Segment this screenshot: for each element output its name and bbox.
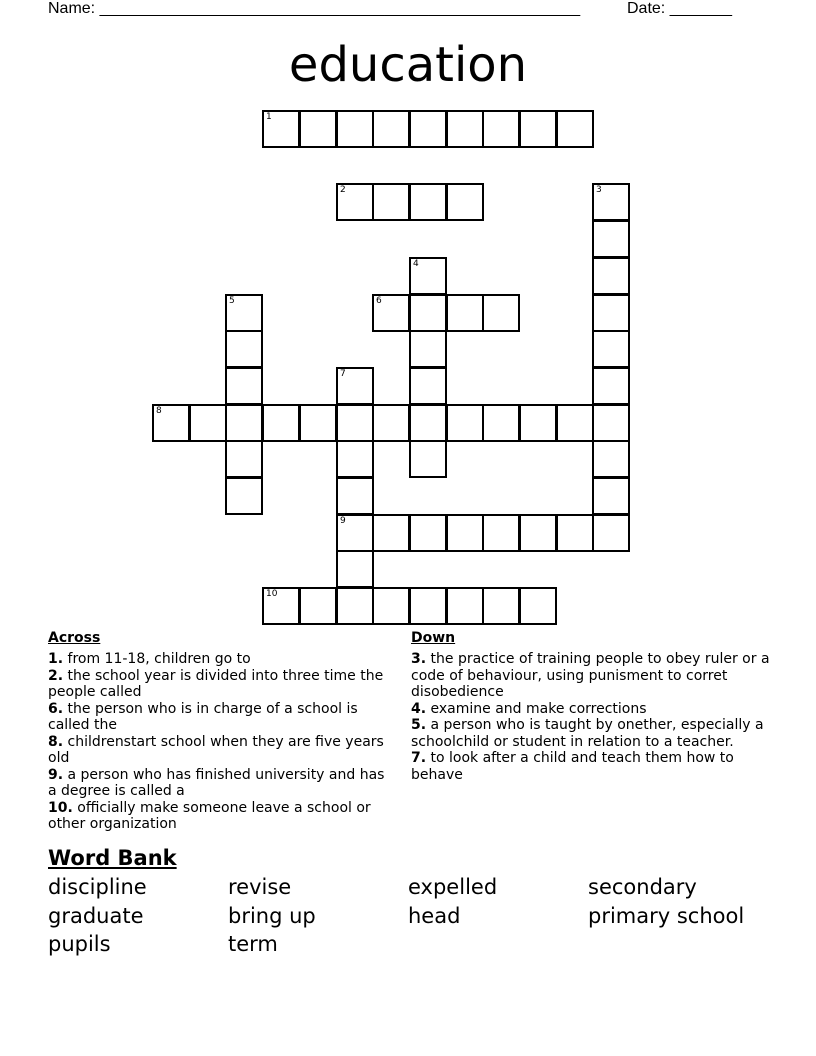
crossword-cell[interactable] bbox=[592, 330, 630, 368]
down-clue: 7. to look after a child and teach them how to behave bbox=[411, 750, 734, 783]
crossword-cell[interactable] bbox=[409, 404, 447, 442]
word-bank-item: expelled bbox=[408, 875, 498, 899]
crossword-cell[interactable] bbox=[409, 587, 447, 625]
crossword-cell[interactable] bbox=[152, 404, 190, 442]
down-clues-column bbox=[411, 630, 771, 783]
crossword-cell[interactable] bbox=[336, 514, 374, 552]
crossword-cell[interactable] bbox=[409, 294, 447, 332]
crossword-cell[interactable] bbox=[446, 294, 484, 332]
crossword-cell[interactable] bbox=[556, 404, 594, 442]
crossword-cell[interactable] bbox=[409, 257, 447, 295]
crossword-cell[interactable] bbox=[336, 183, 374, 221]
clue-number: 10 bbox=[266, 589, 278, 599]
crossword-cell[interactable] bbox=[446, 183, 484, 221]
crossword-cell[interactable] bbox=[409, 183, 447, 221]
word-bank-item: discipline bbox=[48, 875, 147, 899]
word-bank-item: graduate bbox=[48, 904, 144, 928]
across-heading: Across bbox=[48, 630, 101, 646]
crossword-cell[interactable] bbox=[372, 294, 410, 332]
crossword-cell[interactable] bbox=[482, 294, 520, 332]
crossword-cell[interactable] bbox=[262, 587, 300, 625]
word-bank-item: term bbox=[228, 932, 278, 956]
crossword-cell[interactable] bbox=[372, 404, 410, 442]
crossword-cell[interactable] bbox=[409, 440, 447, 478]
crossword-cell[interactable] bbox=[372, 110, 410, 148]
crossword-cell[interactable] bbox=[482, 404, 520, 442]
crossword-cell[interactable] bbox=[519, 514, 557, 552]
crossword-cell[interactable] bbox=[592, 440, 630, 478]
word-bank-item: pupils bbox=[48, 932, 111, 956]
across-clue: 6. the person who is in charge of a school is called the bbox=[48, 700, 358, 733]
crossword-cell[interactable] bbox=[446, 110, 484, 148]
across-clue: 2. the school year is divided into three time the people called bbox=[48, 667, 384, 700]
word-bank-item: revise bbox=[228, 875, 292, 899]
crossword-cell[interactable] bbox=[519, 110, 557, 148]
crossword-cell[interactable] bbox=[299, 110, 337, 148]
across-clues-column bbox=[48, 630, 393, 833]
crossword-cell[interactable] bbox=[482, 587, 520, 625]
crossword-cell[interactable] bbox=[482, 110, 520, 148]
clue-number: 8 bbox=[156, 406, 162, 416]
crossword-cell[interactable] bbox=[336, 440, 374, 478]
crossword-cell[interactable] bbox=[592, 257, 630, 295]
crossword-cell[interactable] bbox=[225, 440, 263, 478]
crossword-cell[interactable] bbox=[225, 404, 263, 442]
page-title: education bbox=[288, 37, 528, 93]
crossword-cell[interactable] bbox=[336, 477, 374, 515]
down-clue: 4. examine and make corrections bbox=[411, 700, 647, 717]
across-clue: 8. childrenstart school when they are five years old bbox=[48, 733, 384, 766]
down-clue: 3. the practice of training people to obey ruler or a code of behaviour, using punisment to corret disobedience bbox=[411, 651, 770, 700]
clue-number: 5 bbox=[229, 296, 235, 306]
clue-number: 3 bbox=[596, 185, 602, 195]
crossword-cell[interactable] bbox=[409, 514, 447, 552]
crossword-cell[interactable] bbox=[336, 550, 374, 588]
crossword-cell[interactable] bbox=[482, 514, 520, 552]
crossword-cell[interactable] bbox=[336, 404, 374, 442]
across-clue: 9. a person who has finished university and has a degree is called a bbox=[48, 766, 385, 799]
clue-number: 9 bbox=[340, 516, 346, 526]
crossword-cell[interactable] bbox=[592, 183, 630, 221]
crossword-cell[interactable] bbox=[299, 404, 337, 442]
crossword-cell[interactable] bbox=[592, 404, 630, 442]
crossword-cell[interactable] bbox=[372, 183, 410, 221]
crossword-cell[interactable] bbox=[446, 587, 484, 625]
crossword-cell[interactable] bbox=[409, 330, 447, 368]
word-bank-item: secondary bbox=[588, 875, 697, 899]
word-bank-item: primary school bbox=[588, 904, 745, 928]
crossword-cell[interactable] bbox=[225, 330, 263, 368]
crossword-cell[interactable] bbox=[225, 294, 263, 332]
crossword-cell[interactable] bbox=[336, 110, 374, 148]
crossword-cell[interactable] bbox=[299, 587, 337, 625]
clue-number: 1 bbox=[266, 112, 272, 122]
clue-number: 7 bbox=[340, 369, 346, 379]
word-bank-heading: Word Bank bbox=[48, 846, 177, 870]
clue-number: 2 bbox=[340, 185, 346, 195]
crossword-cell[interactable] bbox=[519, 404, 557, 442]
crossword-cell[interactable] bbox=[592, 514, 630, 552]
clue-number: 6 bbox=[376, 296, 382, 306]
crossword-cell[interactable] bbox=[592, 367, 630, 405]
word-bank-item: bring up bbox=[228, 904, 316, 928]
crossword-cell[interactable] bbox=[225, 477, 263, 515]
crossword-cell[interactable] bbox=[262, 404, 300, 442]
date-field-label: Date: _______ bbox=[627, 0, 732, 17]
crossword-cell[interactable] bbox=[556, 514, 594, 552]
crossword-cell[interactable] bbox=[262, 110, 300, 148]
crossword-cell[interactable] bbox=[592, 294, 630, 332]
crossword-cell[interactable] bbox=[409, 367, 447, 405]
word-bank-item: head bbox=[408, 904, 461, 928]
crossword-cell[interactable] bbox=[336, 367, 374, 405]
crossword-cell[interactable] bbox=[446, 404, 484, 442]
down-clue: 5. a person who is taught by onether, especially a schoolchild or student in relation to a teacher. bbox=[411, 717, 764, 750]
crossword-cell[interactable] bbox=[592, 220, 630, 258]
crossword-cell[interactable] bbox=[409, 110, 447, 148]
crossword-cell[interactable] bbox=[189, 404, 227, 442]
crossword-cell[interactable] bbox=[592, 477, 630, 515]
across-clue: 10. officially make someone leave a school or other organization bbox=[48, 799, 371, 832]
crossword-cell[interactable] bbox=[336, 587, 374, 625]
crossword-cell[interactable] bbox=[446, 514, 484, 552]
across-clue: 1. from 11-18, children go to bbox=[48, 651, 251, 667]
name-field-label: Name: ______________________________________________________ bbox=[48, 0, 581, 17]
crossword-cell[interactable] bbox=[225, 367, 263, 405]
clue-number: 4 bbox=[413, 259, 419, 269]
crossword-cell[interactable] bbox=[372, 514, 410, 552]
crossword-cell[interactable] bbox=[556, 110, 594, 148]
crossword-cell[interactable] bbox=[372, 587, 410, 625]
crossword-cell[interactable] bbox=[519, 587, 557, 625]
down-heading: Down bbox=[411, 630, 456, 646]
